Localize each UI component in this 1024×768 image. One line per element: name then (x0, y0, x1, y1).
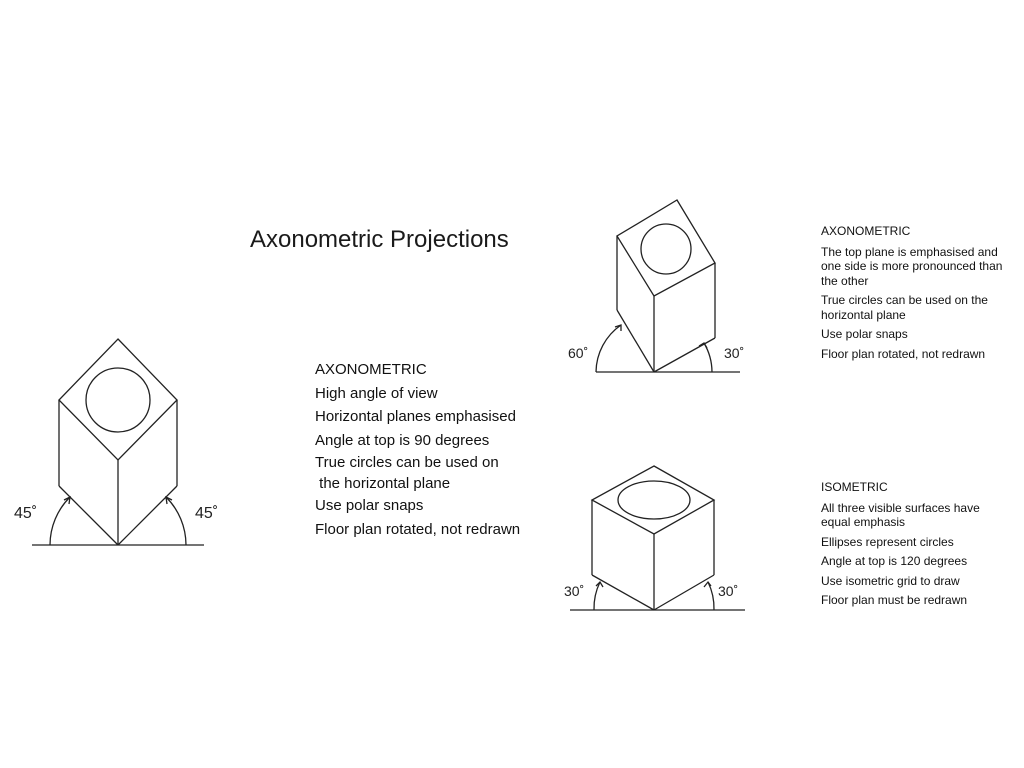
axo-note-item: True circles can be used on the horizontal plane (821, 293, 988, 322)
notes-line: True circles can be used on (315, 454, 499, 471)
angle-label-iso-left: 30˚ (564, 583, 585, 599)
iso-note-item: All three visible surfaces have equal emphasis (821, 500, 980, 529)
iso-note-item: Use isometric grid to draw (821, 573, 960, 588)
angle-arc-30 (704, 343, 712, 372)
notes-line: Floor plan rotated, not redrawn (315, 520, 521, 538)
axonometric-side-notes (821, 224, 1017, 366)
angle-arc-60 (596, 325, 621, 372)
cube-top-face (592, 466, 714, 534)
angle-label-60: 60˚ (568, 345, 589, 361)
angle-label-30: 30˚ (724, 345, 745, 361)
prism2-top-circle (641, 224, 691, 274)
page-title: Axonometric Projections (250, 226, 509, 253)
isometric-notes (821, 480, 1001, 613)
axo-note-item: Use polar snaps (821, 327, 908, 341)
angle-label-iso-right: 30˚ (718, 583, 739, 599)
iso-note-item: Angle at top is 120 degrees (821, 554, 968, 568)
angle-arc-iso-right (708, 582, 714, 610)
prism-top-face (59, 339, 177, 460)
notes-line: Angle at top is 90 degrees (315, 431, 490, 449)
notes-line: Horizontal planes emphasised (315, 408, 516, 425)
axo-note-item: The top plane is emphasised and one side is more pronounced than the other (821, 244, 1003, 288)
notes-heading: AXONOMETRIC (315, 361, 427, 378)
axo-notes-heading: AXONOMETRIC (821, 224, 911, 238)
iso-notes-heading: ISOMETRIC (821, 480, 888, 494)
notes-line: High angle of view (315, 384, 438, 402)
angle-arc-iso-left (594, 582, 600, 610)
axonometric-main-notes (315, 358, 520, 541)
angle-label-45-left: 45˚ (14, 505, 38, 522)
iso-note-item: Floor plan must be redrawn (821, 593, 968, 607)
axonometric-45-prism (32, 339, 204, 545)
angle-arc-left (50, 497, 70, 545)
iso-note-item: Ellipses represent circles (821, 534, 954, 549)
axonometric-60-30-prism (596, 200, 740, 372)
angle-arc-right (166, 497, 186, 545)
notes-line: the horizontal plane (315, 475, 451, 492)
axo-note-item: Floor plan rotated, not redrawn (821, 346, 986, 361)
notes-line: Use polar snaps (315, 497, 424, 514)
prism2-top-face (617, 200, 715, 296)
prism-top-circle (86, 368, 150, 432)
cube-top-ellipse (618, 481, 690, 519)
angle-label-45-right: 45˚ (195, 505, 219, 522)
